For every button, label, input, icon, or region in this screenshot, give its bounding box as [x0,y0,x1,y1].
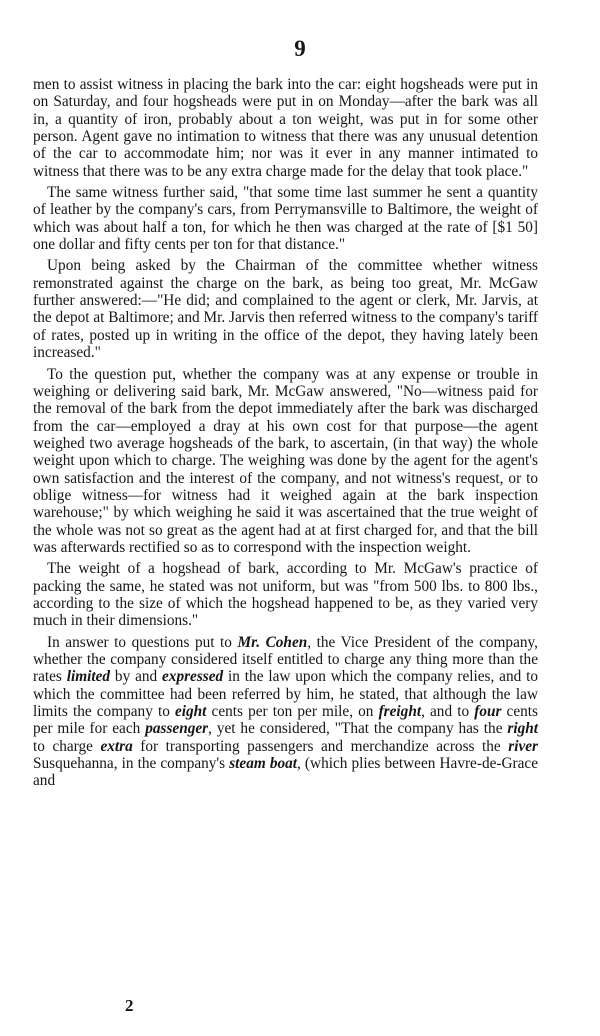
document-body [33,76,538,794]
text-run: In answer to questions put to [47,633,238,651]
text-run: cents per mile for each [33,703,538,738]
emphasis-mr-cohen: Mr. Cohen [237,633,308,651]
text-run: , the Vice President of the company, whether the company considered itself entitled to charge any thing more than the rates [33,633,538,686]
emphasis-four: four [474,703,502,721]
paragraph-leather-testimony: The same witness further said, "that some time last summer he sent a quantity of leather by the company's cars, from Perrymansville to Baltimore, the weight of which was about half a ton, for which he then was charged at the rate of [$1 50] one dollar and fifty cents per ton for that distance." [33,184,538,254]
signature-mark: 2 [125,996,134,1015]
emphasis-passenger: passenger [145,720,209,738]
text-run: cents per ton per mile, on [206,703,379,721]
emphasis-extra: extra [100,737,133,755]
text-run: , yet he considered, "That the company has the [208,720,508,738]
paragraph-hogshead-weight: The weight of a hogshead of bark, according to Mr. McGaw's practice of packing the same, he stated was not uniform, but was "from 500 lbs. to 800 lbs., according to the size of which the hogshead happened to be, as they varied very much in their dimensions." [33,560,538,630]
emphasis-river: river [508,737,538,755]
text-run: , and to [421,703,475,721]
text-run: in the law upon which the company relies, and to which the committee had been referred by him, he stated, that although the law limits the company to [33,668,539,721]
text-run: to charge [33,737,101,755]
text-run: by and [110,668,163,686]
emphasis-expressed: expressed [162,668,224,686]
paragraph-remonstration: Upon being asked by the Chairman of the committee whether witness remonstrated against the charge on the bark, as being too great, Mr. McGaw further answered:—"He did; and complained to the agent or clerk, Mr. Jarvis, at the depot at Baltimore; and Mr. Jarvis then referred witness to the company's tariff of rates, posted up in writing in the office of the depot, they having lately been increased." [33,257,538,362]
emphasis-steam-boat: steam boat [229,755,298,773]
emphasis-limited: limited [66,668,111,686]
emphasis-right: right [507,720,538,738]
text-run: , (which plies between Havre-de-Grace and [33,755,538,790]
emphasis-eight: eight [174,703,207,721]
page-number: 9 [294,36,306,61]
paragraph-cohen-answer [33,634,538,790]
emphasis-freight: freight [378,703,422,721]
paragraph-expense-question: To the question put, whether the company was at any expense or trouble in weighing or delivering said bark, Mr. McGaw answered, "No—witness paid for the removal of the bark from the depot immediately after the bark was discharged from the car—employed a dray at his own cost for that purpose—the agent weighed two average hogsheads of the bark, to ascertain, (in that way) the whole weight upon which to charge. The weighing was done by the agent for the agent's own satisfaction and the interest of the company, and not witness's request, or to oblige witness—for witness had it weighed again at the bark inspection warehouse;" by which weighing he said it was ascertained that the true weight of the whole was not so great as the agent had at at first charged for, and that the bill was afterwards rectified so as to correspond with the inspection weight. [33,365,538,556]
text-run: for transporting passengers and merchandize across the [132,737,509,755]
paragraph-continued: men to assist witness in placing the bark into the car: eight hogsheads were put in on Saturday, and four hogsheads were put in on Monday—after the bark was all in, a quantity of iron, probably about a ton weight, was put in for some other person. Agent gave no intimation to witness that there was any unusual detention of the car to accommodate him; nor was it ever in any manner intimated to witness that there was to be any extra charge made for the delay that took place." [33,76,538,180]
text-run: Susquehanna, in the company's [33,755,230,773]
